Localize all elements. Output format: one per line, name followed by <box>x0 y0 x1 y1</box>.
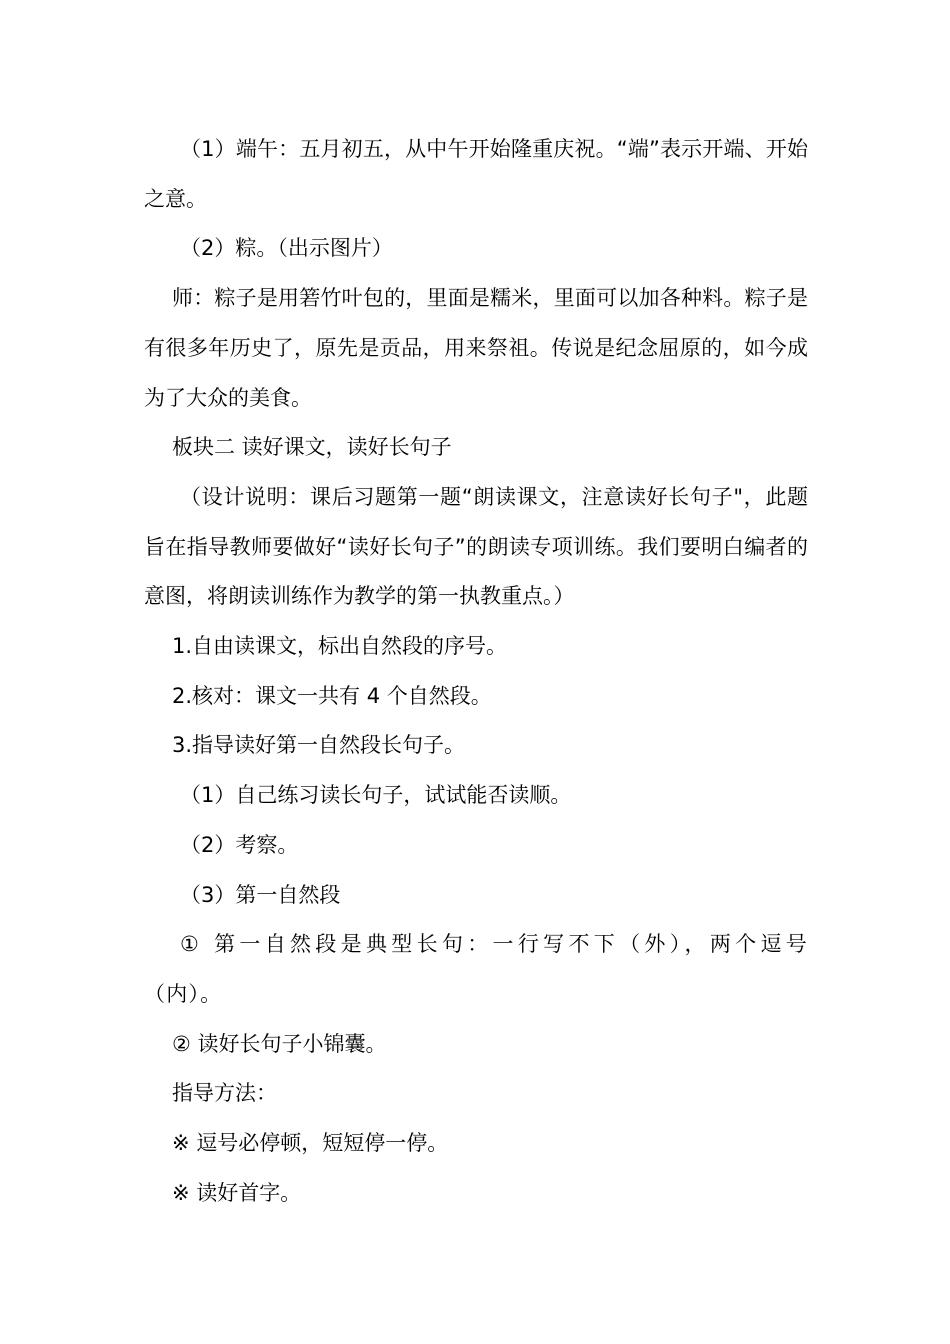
sub-item-2-check: （2）考察。 <box>180 832 299 857</box>
list-item-step-3: 3.指导读好第一自然段长句子。 <box>172 733 466 758</box>
document-body <box>144 125 808 1218</box>
note-item-first-word: ※ 读好首字。 <box>172 1180 302 1205</box>
paragraph-duanwu-explanation: （1）端午：五月初五，从中午开始隆重庆祝。“端”表示开端、开始之意。 <box>144 137 808 211</box>
list-item-step-2: 2.核对：课文一共有 4 个自然段。 <box>172 683 492 708</box>
paragraph-teacher-explanation: 师：粽子是用箬竹叶包的，里面是糯米，里面可以加各种料。粽子是有很多年历史了，原先是贡品，用来祭祖。传说是纪念屈原的，如今成为了大众的美食。 <box>144 286 808 410</box>
paragraph-design-note: （设计说明：课后习题第一题“朗读课文，注意读好长句子"，此题旨在指导教师要做好“读好长句子”的朗读专项训练。我们要明白编者的意图，将朗读训练作为教学的第一执教重点。） <box>144 484 808 609</box>
paragraph-zong: （2）粽。（出示图片） <box>180 236 393 261</box>
note-item-comma-pause: ※ 逗号必停顿，短短停一停。 <box>172 1131 449 1156</box>
sub-item-3-first-paragraph: （3）第一自然段 <box>180 882 341 907</box>
list-item-step-1: 1.自由读课文，标出自然段的序号。 <box>172 634 508 659</box>
circled-item-1: ① 第一自然段是典型长句：一行写不下（外），两个逗号（内）。 <box>144 932 808 1006</box>
sub-item-1-practice: （1）自己练习读长句子，试试能否读顺。 <box>180 783 572 808</box>
circled-item-2: ② 读好长句子小锦囊。 <box>172 1031 387 1056</box>
guidance-method-label: 指导方法： <box>172 1081 277 1106</box>
section-heading-block-two: 板块二 读好课文，读好长句子 <box>172 435 452 460</box>
